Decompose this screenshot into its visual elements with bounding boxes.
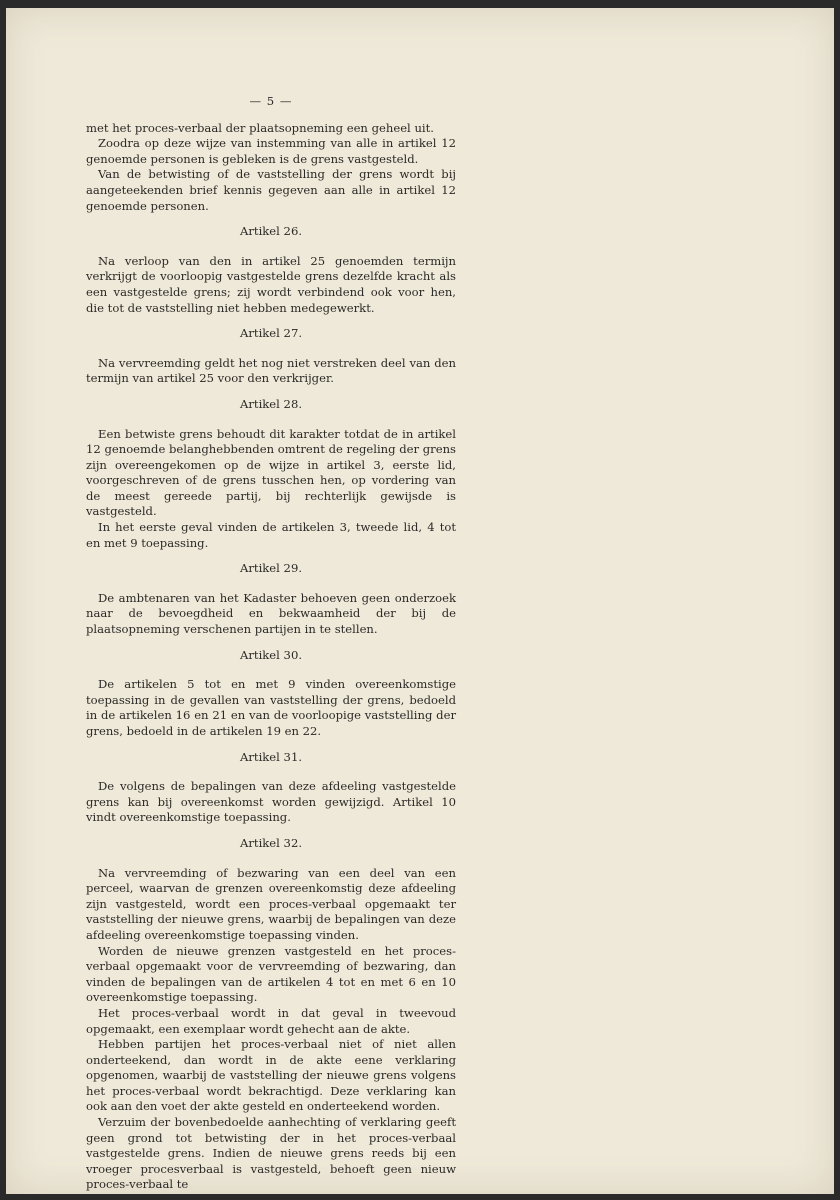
article-paragraph: Hebben partijen het proces-verbaal niet of niet allen onderteekend, dan wordt in de akte eene verklaring opgenomen, waarbij de vaststelling der nieuwe grens volgens het proces-verbaal wordt bekrachtigd. Deze verklaring kan ook aan den voet der akte gesteld en onderteekend worden.	[86, 1037, 456, 1114]
article-heading: Artikel 31.	[240, 749, 302, 764]
article-section	[86, 224, 456, 316]
article-paragraph: Na verloop van den in artikel 25 genoemden termijn verkrijgt de voorloopig vastgestelde grens dezelfde kracht als een vastgestelde grens; zij wordt verbindend ook voor hen, die tot de vaststelling niet hebben medegewerkt.	[86, 253, 456, 315]
article-section	[86, 397, 456, 551]
article-heading: Artikel 32.	[240, 835, 302, 850]
article-section	[86, 648, 456, 740]
article-paragraph: De artikelen 5 tot en met 9 vinden overeenkomstige toepassing in de gevallen van vaststelling der grens, bedoeld in de artikelen 16 en 21 en van de voorloopige vaststelling der grens, bedoeld in de artikelen 19 en 22.	[86, 677, 456, 738]
intro-section	[86, 121, 456, 215]
article-heading: Artikel 29.	[240, 561, 302, 576]
intro-paragraph: Zoodra op deze wijze van instemming van alle in artikel 12 genoemde personen is gebleken is de grens vastgesteld.	[86, 136, 456, 166]
intro-paragraph: Van de betwisting of de vaststelling der grens wordt bij aangeteekenden brief kennis gegeven aan alle in artikel 12 genoemde personen.	[86, 167, 456, 213]
article-section	[86, 836, 456, 1193]
article-paragraph: De ambtenaren van het Kadaster behoeven geen onderzoek naar de bevoegdheid en bekwaamheid der bij de plaatsopneming verschenen partijen in te stellen.	[86, 590, 456, 637]
article-section	[86, 750, 456, 826]
articles-section	[86, 224, 456, 1193]
article-paragraph: In het eerste geval vinden de artikelen 3, tweede lid, 4 tot en met 9 toepassing.	[86, 520, 456, 550]
article-paragraph: Na vervreemding of bezwaring van een deel van een perceel, waarvan de grenzen overeenkomstig deze afdeeling zijn vastgesteld, wordt een proces-verbaal opgemaakt ter vaststelling der nieuwe grens, waarbij de bepalingen van deze afdeeling overeenkomstige toepassing vinden.	[86, 865, 456, 942]
article-heading: Artikel 30.	[240, 647, 302, 662]
article-paragraph: Verzuim der bovenbedoelde aanhechting of verklaring geeft geen grond tot betwisting der in het proces-verbaal vastgestelde grens. Indien de nieuwe grens reeds bij een vroeger procesverbaal is vastgesteld, behoeft geen nieuw proces-verbaal te	[86, 1115, 456, 1192]
article-heading: Artikel 26.	[240, 224, 302, 239]
page-number: — 5 —	[249, 94, 293, 108]
article-heading: Artikel 28.	[240, 396, 302, 411]
text-column	[86, 94, 456, 1193]
article-paragraph: Het proces-verbaal wordt in dat geval in tweevoud opgemaakt, een exemplaar wordt gehecht aan de akte.	[86, 1005, 456, 1036]
article-section	[86, 326, 456, 387]
article-paragraph: De volgens de bepalingen van deze afdeeling vastgestelde grens kan bij overeenkomst worden gewijzigd. Artikel 10 vindt overeenkomstige toepassing.	[86, 779, 456, 825]
article-paragraph: Worden de nieuwe grenzen vastgesteld en het proces-verbaal opgemaakt voor de vervreemding of bezwaring, dan vinden de bepalingen van de artikelen 4 tot en met 6 en 10 overeenkomstige toepassing.	[86, 943, 456, 1005]
article-heading: Artikel 27.	[240, 326, 302, 341]
article-section	[86, 561, 456, 637]
document-page	[6, 8, 834, 1194]
intro-paragraph: met het proces-verbaal der plaatsopneming een geheel uit.	[86, 120, 434, 135]
article-paragraph: Na vervreemding geldt het nog niet verstreken deel van den termijn van artikel 25 voor den verkrijger.	[86, 355, 456, 386]
article-paragraph: Een betwiste grens behoudt dit karakter totdat de in artikel 12 genoemde belanghebbenden omtrent de regeling der grens zijn overeengekomen op de wijze in artikel 3, eerste lid, voorgeschreven of de grens tusschen hen, op vordering van de meest gereede partij, bij rechterlijk gewijsde is vastgesteld.	[86, 426, 456, 519]
